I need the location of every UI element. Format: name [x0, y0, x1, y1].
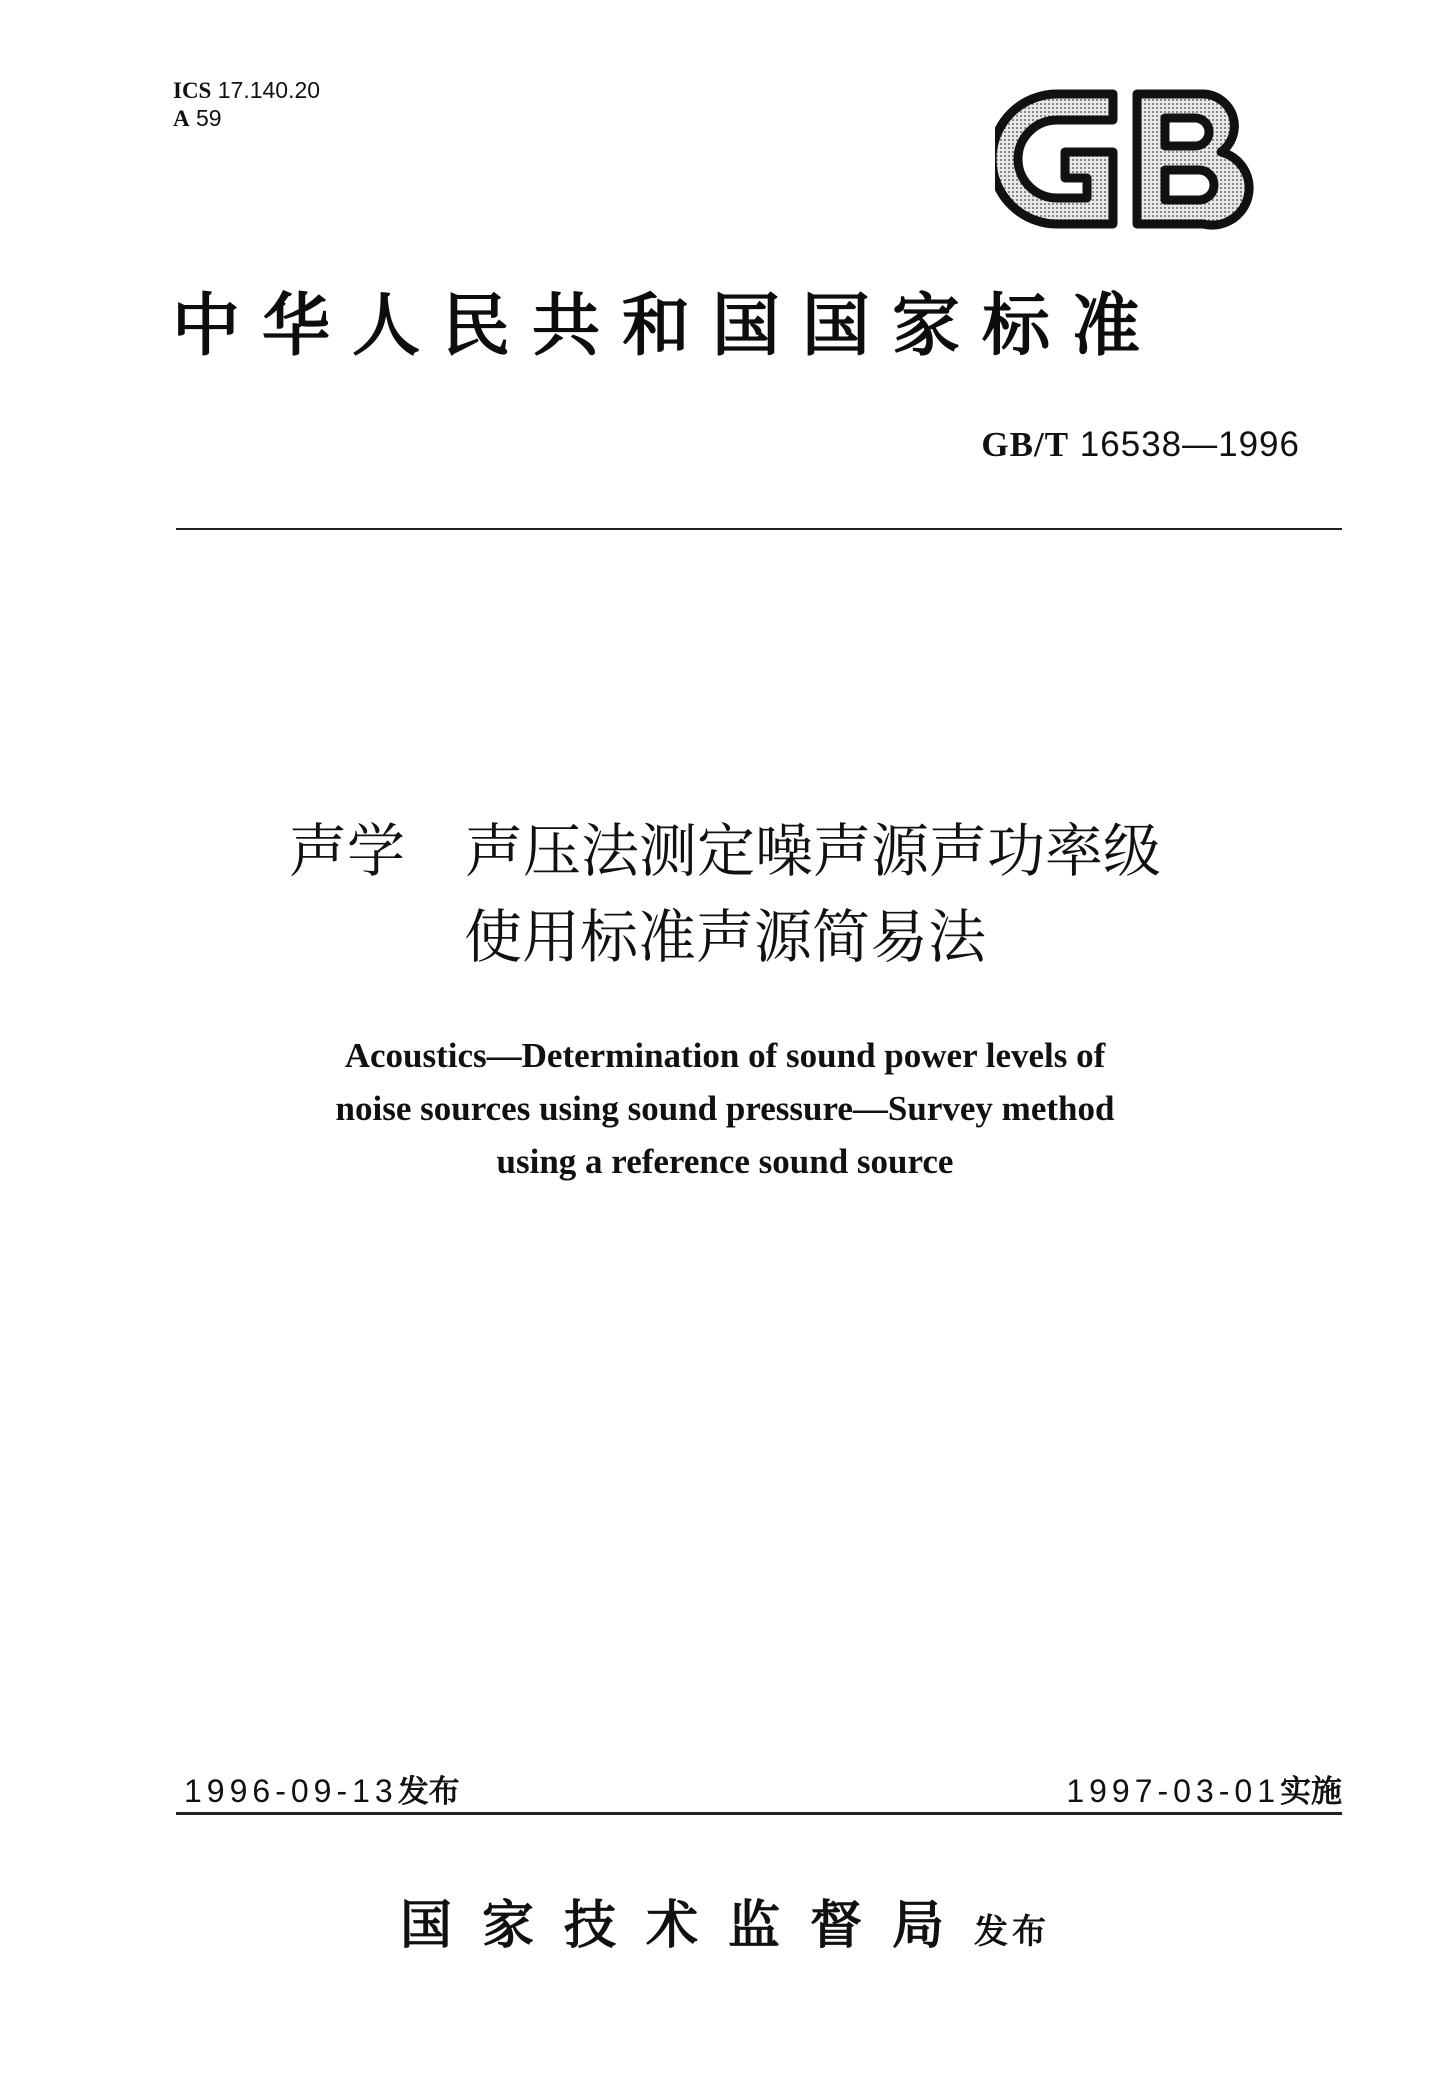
- english-title-line-1: Acoustics—Determination of sound power levels of: [344, 1036, 1106, 1075]
- chinese-title-main: 声压法测定噪声源声功率级: [465, 817, 1162, 885]
- english-title-line-3: using a reference sound source: [496, 1142, 954, 1181]
- implementation-date-label: 实施: [1280, 1774, 1342, 1810]
- issue-date-label: 发布: [397, 1774, 460, 1810]
- chinese-title-prefix: 声学: [288, 817, 405, 885]
- chinese-title-line-1: [0, 816, 1450, 886]
- publisher-action: 发布: [974, 1912, 1050, 1952]
- standard-prefix: GB/T: [981, 425, 1070, 464]
- issue-date: [184, 1766, 460, 1811]
- ics-label: ICS: [173, 78, 212, 103]
- publisher: [0, 1883, 1450, 1958]
- standard-number: [981, 425, 1300, 465]
- issue-date-value: 1996-09-13: [184, 1773, 398, 1809]
- footer-divider: [176, 1812, 1342, 1815]
- header-divider: [176, 528, 1342, 530]
- ics-code: [173, 76, 320, 105]
- ccs-value: 59: [196, 105, 222, 131]
- implementation-date-value: 1997-03-01: [1066, 1773, 1280, 1809]
- implementation-date: [1066, 1766, 1342, 1811]
- standard-code: 16538—1996: [1079, 425, 1300, 464]
- publisher-organization: 国家技术监督局: [399, 1895, 974, 1956]
- ics-value: 17.140.20: [217, 77, 321, 103]
- ccs-code: [173, 104, 222, 133]
- gb-logo: [995, 86, 1260, 232]
- national-standard-title: 中华人民共和国国家标准: [172, 286, 1163, 366]
- ccs-label: A: [173, 106, 190, 131]
- chinese-title-line-2: 使用标准声源简易法: [463, 903, 986, 971]
- english-title-line-2: noise sources using sound pressure—Survey method: [335, 1089, 1115, 1128]
